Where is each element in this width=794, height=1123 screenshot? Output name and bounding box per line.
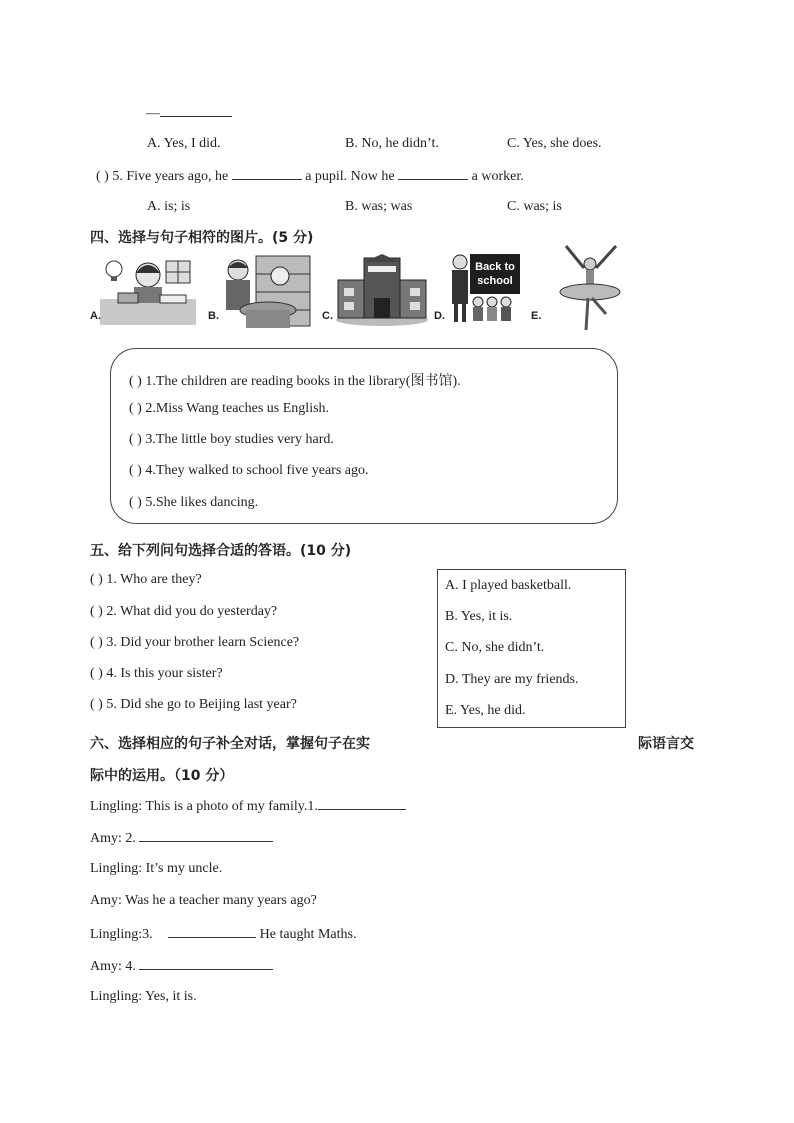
dialogue-blank-3[interactable] [168,925,256,938]
section4-item-5: ( ) 5.She likes dancing. [129,495,259,510]
answer-parens[interactable]: ( ) [90,604,103,619]
section5-question-4: ( ) 4. Is this your sister? [90,666,223,681]
answer-parens[interactable]: ( ) [90,635,103,650]
fill-blank[interactable] [398,167,468,180]
picture-label-a: A. [90,310,101,322]
answer-parens[interactable]: ( ) [90,697,103,712]
student-studying-icon [100,255,196,327]
picture-label-d: D. [434,310,445,322]
section5-title: 五、给下列问句选择合适的答语。(10 分) [90,543,352,559]
section4-item-3: ( ) 3.The little boy studies very hard. [129,432,334,447]
q5-option-a: A. is; is [147,199,191,214]
section5-question-5: ( ) 5. Did she go to Beijing last year? [90,697,297,712]
answer-parens[interactable]: ( ) [129,401,142,416]
board-line-1: Back to [475,261,515,273]
picture-label-e: E. [531,310,542,322]
dialogue-line-2: Amy: 2. [90,829,273,847]
section4-item-4: ( ) 4.They walked to school five years ago. [129,463,369,478]
section5-question-2: ( ) 2. What did you do yesterday? [90,604,278,619]
answer-parens[interactable]: ( ) [96,169,109,184]
answer-option-c: C. No, she didn’t. [445,640,545,655]
section6-title-part3: 际中的运用。（10 分） [90,768,234,784]
section4-title: 四、选择与句子相符的图片。(5 分) [90,230,314,246]
q4-option-a: A. Yes, I did. [147,136,221,151]
board-line-2: school [477,275,513,287]
section4-item-2: ( ) 2.Miss Wang teaches us English. [129,401,330,416]
answer-blank[interactable] [160,104,232,117]
answer-parens[interactable]: ( ) [90,666,103,681]
answer-parens[interactable]: ( ) [90,572,103,587]
section6-title-part2: 际语言交 [638,736,694,752]
children-reading-library-icon [222,254,312,330]
answer-parens[interactable]: ( ) [129,495,142,510]
picture-label-c: C. [322,310,333,322]
answer-parens[interactable]: ( ) [129,463,142,478]
section6-title-part1: 六、选择相应的句子补全对话，掌握句子在实 [90,736,370,752]
answer-dash-line: — [146,104,232,122]
section5-question-3: ( ) 3. Did your brother learn Science? [90,635,300,650]
q4-option-b: B. No, he didn’t. [345,136,439,151]
section4-item-1: ( ) 1.The children are reading books in the library(图书馆). [129,373,461,389]
dialogue-line-3: Lingling: It’s my uncle. [90,861,223,876]
q5-question: ( ) 5. Five years ago, he a pupil. Now he a worker. [96,169,524,184]
section5-question-1: ( ) 1. Who are they? [90,572,202,587]
answer-parens[interactable]: ( ) [129,432,142,447]
picture-label-b: B. [208,310,219,322]
fill-blank[interactable] [232,167,302,180]
answer-option-d: D. They are my friends. [445,672,579,687]
q5-option-b: B. was; was [345,199,413,214]
dialogue-blank-4[interactable] [139,957,273,970]
q5-option-c: C. was; is [507,199,562,214]
answer-option-a: A. I played basketball. [445,578,572,593]
q4-option-c: C. Yes, she does. [507,136,602,151]
school-building-icon [336,254,428,326]
dialogue-blank-2[interactable] [139,829,273,842]
answer-parens[interactable]: ( ) [129,374,142,389]
dialogue-line-7: Lingling: Yes, it is. [90,989,197,1004]
dialogue-line-6: Amy: 4. [90,957,273,975]
dialogue-line-4: Amy: Was he a teacher many years ago? [90,893,317,908]
ballet-dancer-icon [556,244,622,332]
answer-option-b: B. Yes, it is. [445,609,513,624]
dialogue-line-5: Lingling:3. He taught Maths. [90,927,357,942]
dialogue-blank-1[interactable] [318,797,406,810]
answer-option-e: E. Yes, he did. [445,703,526,718]
back-to-school-board-icon [446,252,522,326]
dialogue-line-1: Lingling: This is a photo of my family.1. [90,797,406,815]
